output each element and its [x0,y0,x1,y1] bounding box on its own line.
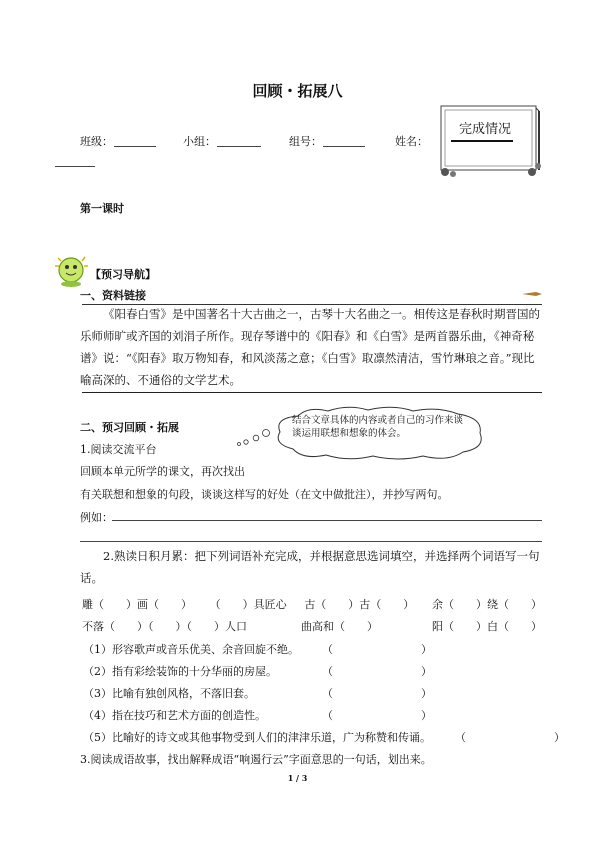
idiom-blank[interactable]: 余（ ）绕（ ） [431,598,542,611]
completion-status-box [437,104,542,180]
idiom-row [82,618,542,634]
divider [82,392,542,393]
clue-answer-blank[interactable]: （ ） [455,731,565,744]
item1-line1: 回顾本单元所学的课文，再次找出 [80,465,245,478]
clue-answer-blank[interactable]: （ ） [322,665,432,678]
idiom-blank[interactable]: 古（ ）古（ ） [304,598,415,611]
idiom-row [82,596,542,612]
name-label: 姓名： [395,135,428,148]
class-label: 班级： [80,135,113,148]
bubble-tail-icon [236,428,272,448]
example-answer-line[interactable] [80,541,542,542]
example-answer-line[interactable] [112,520,542,521]
status-frame-icon [437,104,542,180]
clue-text: （5）比喻好的诗文或其他事物受到人们的津津乐道，广为称赞和传诵。 [83,731,431,744]
class-field[interactable] [114,146,156,147]
clue-text: （1）形容歌声或音乐优美、余音回旋不绝。 [83,643,299,656]
idiom-blank[interactable]: 阳（ ）白（ ） [432,620,542,633]
page-number: 1 / 3 [287,773,308,783]
section2-heading: 二、预习回顾・拓展 [80,421,179,434]
bubble-text: 结合文章具体的内容或者自己的习作来谈谈运用联想和想象的体会。 [292,415,464,439]
group-no-label: 组号： [289,135,322,148]
idiom-blank[interactable]: （ ）具匠心 [209,598,287,611]
item1-title: 1.阅读交流平台 [80,443,157,456]
group-no-field[interactable] [323,146,365,147]
status-box-label: 完成情况 [459,122,512,137]
item2-text: 2.熟读日积月累：把下列词语补充完成，并根据意思选词填空，并选择两个词语写一句话。 [80,549,540,585]
group-label: 小组： [183,135,216,148]
item3-text: 3.阅读成语故事，找出解释成语“响遏行云”字面意思的一句话，划出来。 [80,753,432,766]
clue-answer-blank[interactable]: （ ） [322,709,432,722]
preview-guide-label: 【预习导航】 [90,268,156,281]
page-title: 回顾・拓展八 [252,82,343,100]
clue-text: （2）指有彩绘装饰的十分华丽的房屋。 [83,665,277,678]
idiom-blank[interactable]: 雕（ ）画（ ） [82,598,192,611]
idiom-blank[interactable]: 不落（ ）（ ）（ ）人口 [82,620,247,633]
name-field[interactable] [55,166,95,167]
example-label: 例如： [80,511,113,524]
section1-paragraph: 《阳春白雪》是中国著名十大古曲之一，古琴十大名曲之一。相传这是春秋时期晋国的乐师师旷或齐国的刘涓子所作。现存琴谱中的《阳春》和《白雪》是两首器乐曲，《神奇秘谱》说：“《阳春》取万物知春，和风淡荡之意；《白雪》取凛然清洁，雪竹琳琅之音。”现比喻高深的、不通俗的文学艺术。 [80,307,540,387]
clue-text: （4）指在技巧和艺术方面的创造性。 [83,709,266,722]
lesson-label: 第一课时 [80,202,124,215]
pointer-icon [522,283,542,302]
group-field[interactable] [217,146,261,147]
section1-heading: 一、资料链接 [80,289,146,302]
idiom-blank[interactable]: 曲高和（ ） [301,620,378,633]
clue-answer-blank[interactable]: （ ） [322,687,432,700]
mascot-icon [52,252,92,288]
item1-line2: 有关联想和想象的句段，谈谈这样写的好处（在文中做批注），并抄写两句。 [80,488,449,501]
clue-answer-blank[interactable]: （ ） [322,643,432,656]
clue-text: （3）比喻有独创风格，不落旧套。 [83,687,255,700]
